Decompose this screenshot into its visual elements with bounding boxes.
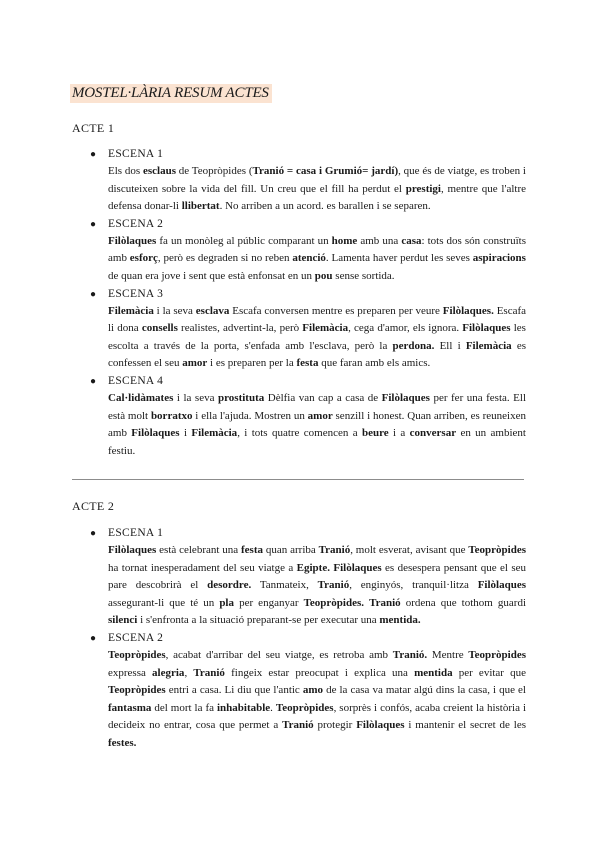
bold-term: Tranió	[318, 544, 351, 556]
bold-term: festa	[241, 544, 264, 556]
bold-term: consells	[141, 322, 178, 335]
bold-term: Cal·lidàmates	[108, 391, 174, 404]
bold-term: Teopròpides	[108, 684, 166, 697]
scene	[90, 146, 526, 216]
bold-term: Filòlaques	[381, 391, 430, 404]
bold-term: Tranió	[317, 579, 350, 592]
text-run: i es preparen per la	[207, 357, 297, 370]
bold-term: Filòlaques	[477, 579, 526, 592]
scene-heading: ESCENA 2	[108, 217, 164, 230]
section-divider	[72, 479, 524, 480]
bold-term: Tranió	[369, 596, 401, 609]
text-run: Ell i	[434, 339, 466, 352]
act-1-heading: ACTE 1	[72, 121, 115, 135]
bold-term: Filemàcia	[191, 427, 238, 440]
text-run: assegurant-li que té un	[108, 596, 220, 609]
bold-term: esforç	[129, 252, 158, 265]
text-run: realistes, advertint-la, però	[177, 322, 303, 335]
text-run: . No arriben a un acord. es barallen i se separen.	[219, 200, 431, 213]
bold-term: Teopròpides	[468, 648, 527, 661]
act-2-heading: ACTE 2	[72, 499, 115, 513]
bold-term: alegria	[152, 666, 185, 679]
bold-term: Filòlaques	[108, 544, 157, 556]
bold-term: prestigi	[405, 182, 441, 195]
bold-term: amor	[307, 409, 333, 422]
bold-term: conversar	[409, 427, 457, 440]
bold-term: Filemàcia	[108, 304, 154, 317]
text-run: quan arriba	[263, 544, 319, 556]
text-run: , cega d'amor, els ignora.	[348, 322, 463, 335]
text-run: Escafa conversen mentre es preparen per veure	[229, 304, 443, 317]
scene	[90, 286, 527, 373]
bold-term: Filòlaques	[462, 322, 511, 335]
scene-heading: ESCENA 2	[108, 631, 164, 644]
text-run: . Lamenta haver perdut les seves	[325, 252, 473, 265]
bold-term: Filòlaques	[131, 427, 180, 440]
bold-term: Tranió = casa i Grumió= jardí)	[252, 165, 399, 177]
bold-term: llibertat	[181, 200, 220, 213]
bold-term: Teopròpides.	[303, 596, 364, 609]
text-run: i mantenir el secret de les	[404, 719, 526, 732]
text-run: Dèlfia van cap a casa de	[264, 391, 382, 404]
text-run: està celebrant una	[156, 544, 242, 556]
scene	[90, 630, 527, 753]
bold-term: Filemàcia	[302, 322, 349, 335]
text-run: de quan era jove i sent que està enfonsat en un	[108, 269, 315, 282]
scene-text	[108, 233, 526, 286]
text-run: , mentre que l'altre defensa donar-li	[108, 182, 526, 213]
bullet-icon: ●	[90, 288, 97, 300]
bold-term: Filemàcia	[465, 339, 512, 352]
scene	[90, 216, 526, 286]
bold-term: fantasma	[108, 701, 152, 714]
scene-text	[108, 542, 526, 630]
scene	[90, 373, 526, 460]
text-run: i ella l'ajuda. Mostren un	[192, 409, 308, 422]
bold-term: Teopròpides	[468, 544, 527, 556]
bold-term: atenció	[292, 252, 326, 265]
scene-text	[108, 390, 526, 460]
text-run: Tanmateix,	[251, 579, 318, 592]
text-run: en un ambient festiu.	[108, 427, 526, 457]
scene-text	[108, 303, 526, 373]
bold-term: silenci	[108, 614, 138, 627]
text-run: Escafa li dona	[108, 304, 527, 335]
text-run: entri a casa. Li diu que l'antic	[165, 684, 303, 697]
text-run: , que és de viatge, es troben i discuteixen sobre la vida del fill. Un creu que el fill ha perdut el	[108, 165, 526, 195]
bold-term: mentida.	[379, 614, 421, 627]
bold-term: Tranió.	[392, 648, 428, 661]
text-run: fingeix estar preocupat i explica una	[224, 666, 415, 679]
act-2-scenes	[90, 525, 527, 753]
text-run: , sorprès i confós, acaba creient la història i decideix no entrar, cosa que permet a	[108, 701, 527, 732]
bold-term: Teopròpides	[108, 648, 166, 661]
text-run: amb una	[357, 234, 402, 247]
text-run: , enginyós, tranquil·litza	[349, 579, 478, 592]
bold-term: Egipte.	[296, 561, 330, 574]
bullet-icon: ●	[90, 149, 97, 160]
bold-term: borratxo	[150, 409, 193, 422]
bold-term: mentida	[414, 666, 453, 679]
text-run: senzill i honest. Quan arriben, es reuneixen amb	[108, 409, 526, 440]
bullet-icon: ●	[90, 632, 97, 644]
bold-term: Filòlaques	[356, 719, 405, 732]
bold-term: Tranió	[193, 666, 225, 679]
text-run: les escolta a través de la porta, s'enfada amb l'esclava, però la	[108, 322, 526, 352]
scene-text	[108, 647, 526, 753]
scene-heading: ESCENA 1	[108, 527, 164, 539]
text-run: de Teopròpides (	[175, 165, 253, 177]
text-run: que faran amb els amics.	[318, 357, 431, 370]
bold-term: Filòlaques.	[442, 304, 494, 317]
bold-term: inhabitable	[216, 701, 271, 714]
text-run: , però es degraden si no reben	[157, 252, 293, 265]
text-run: i a	[388, 427, 410, 440]
text-run: ha tornat inesperadament del seu viatge a	[108, 561, 297, 574]
text-run: de la casa va matar algú dins la casa, i que el	[323, 684, 526, 697]
bold-term: amo	[302, 684, 324, 697]
bold-term: perdona.	[392, 339, 435, 352]
text-run: i la seva	[173, 391, 218, 404]
bold-term: beure	[361, 427, 389, 440]
bold-term: desordre.	[207, 579, 252, 592]
bold-term: home	[331, 234, 358, 247]
bold-term: amor	[182, 357, 208, 370]
scene-heading: ESCENA 4	[108, 374, 164, 387]
scene-heading: ESCENA 1	[108, 148, 164, 160]
bold-term: Filòlaques	[333, 561, 382, 574]
text-run: , i tots quatre comencen a	[237, 427, 362, 440]
document-title: MOSTEL·LÀRIA RESUM ACTES	[70, 84, 272, 103]
bold-term: prostituta	[217, 391, 265, 404]
text-run: i s'enfronta a la situació preparant-se per executar una	[137, 614, 380, 627]
bold-term: esclaus	[142, 165, 176, 177]
bold-term: Teopròpides	[275, 701, 334, 714]
text-run: i la seva	[153, 304, 196, 317]
text-run: Mentre	[427, 648, 469, 661]
text-run: per enganyar	[234, 596, 304, 609]
text-run: per fer una festa. Ell està molt	[108, 391, 526, 422]
bullet-icon: ●	[90, 528, 97, 539]
bold-term: festa	[296, 357, 319, 370]
text-run: del mort la fa	[151, 701, 217, 714]
text-run: sense sortida.	[332, 269, 395, 282]
bold-term: Filòlaques	[108, 234, 157, 247]
text-run: fa un monòleg al públic comparant un	[156, 234, 332, 247]
bold-term: pou	[314, 269, 333, 282]
text-run: expressa	[108, 666, 153, 679]
text-run: Els dos	[108, 165, 143, 177]
text-run: ,	[184, 666, 194, 679]
text-run: protegir	[313, 719, 357, 732]
text-run: es desespera pensant que el seu pare descobrirà el	[108, 561, 526, 592]
act-1-scenes	[90, 146, 527, 460]
text-run: , acabat d'arribar del seu viatge, es retroba amb	[165, 648, 393, 661]
scene	[90, 525, 527, 630]
bold-term: aspiracions	[472, 252, 526, 265]
scene-heading: ESCENA 3	[108, 287, 164, 300]
bullet-icon: ●	[90, 218, 97, 230]
scene-text	[108, 163, 526, 216]
text-run: i	[179, 427, 192, 440]
text-run: : tots dos són construïts amb	[108, 234, 526, 265]
bullet-icon: ●	[90, 375, 97, 387]
text-run: .	[270, 701, 276, 714]
bold-term: casa	[401, 234, 422, 247]
bold-term: festes.	[108, 736, 137, 749]
text-run: ordena que tothom guardi	[400, 596, 526, 609]
text-run: , molt esverat, avisant que	[350, 544, 469, 556]
text-run: es confessen el seu	[108, 339, 527, 370]
bold-term: pla	[219, 596, 234, 609]
text-run: per evitar que	[452, 666, 527, 679]
bold-term: Tranió	[282, 719, 314, 732]
bold-term: esclava	[195, 304, 230, 317]
